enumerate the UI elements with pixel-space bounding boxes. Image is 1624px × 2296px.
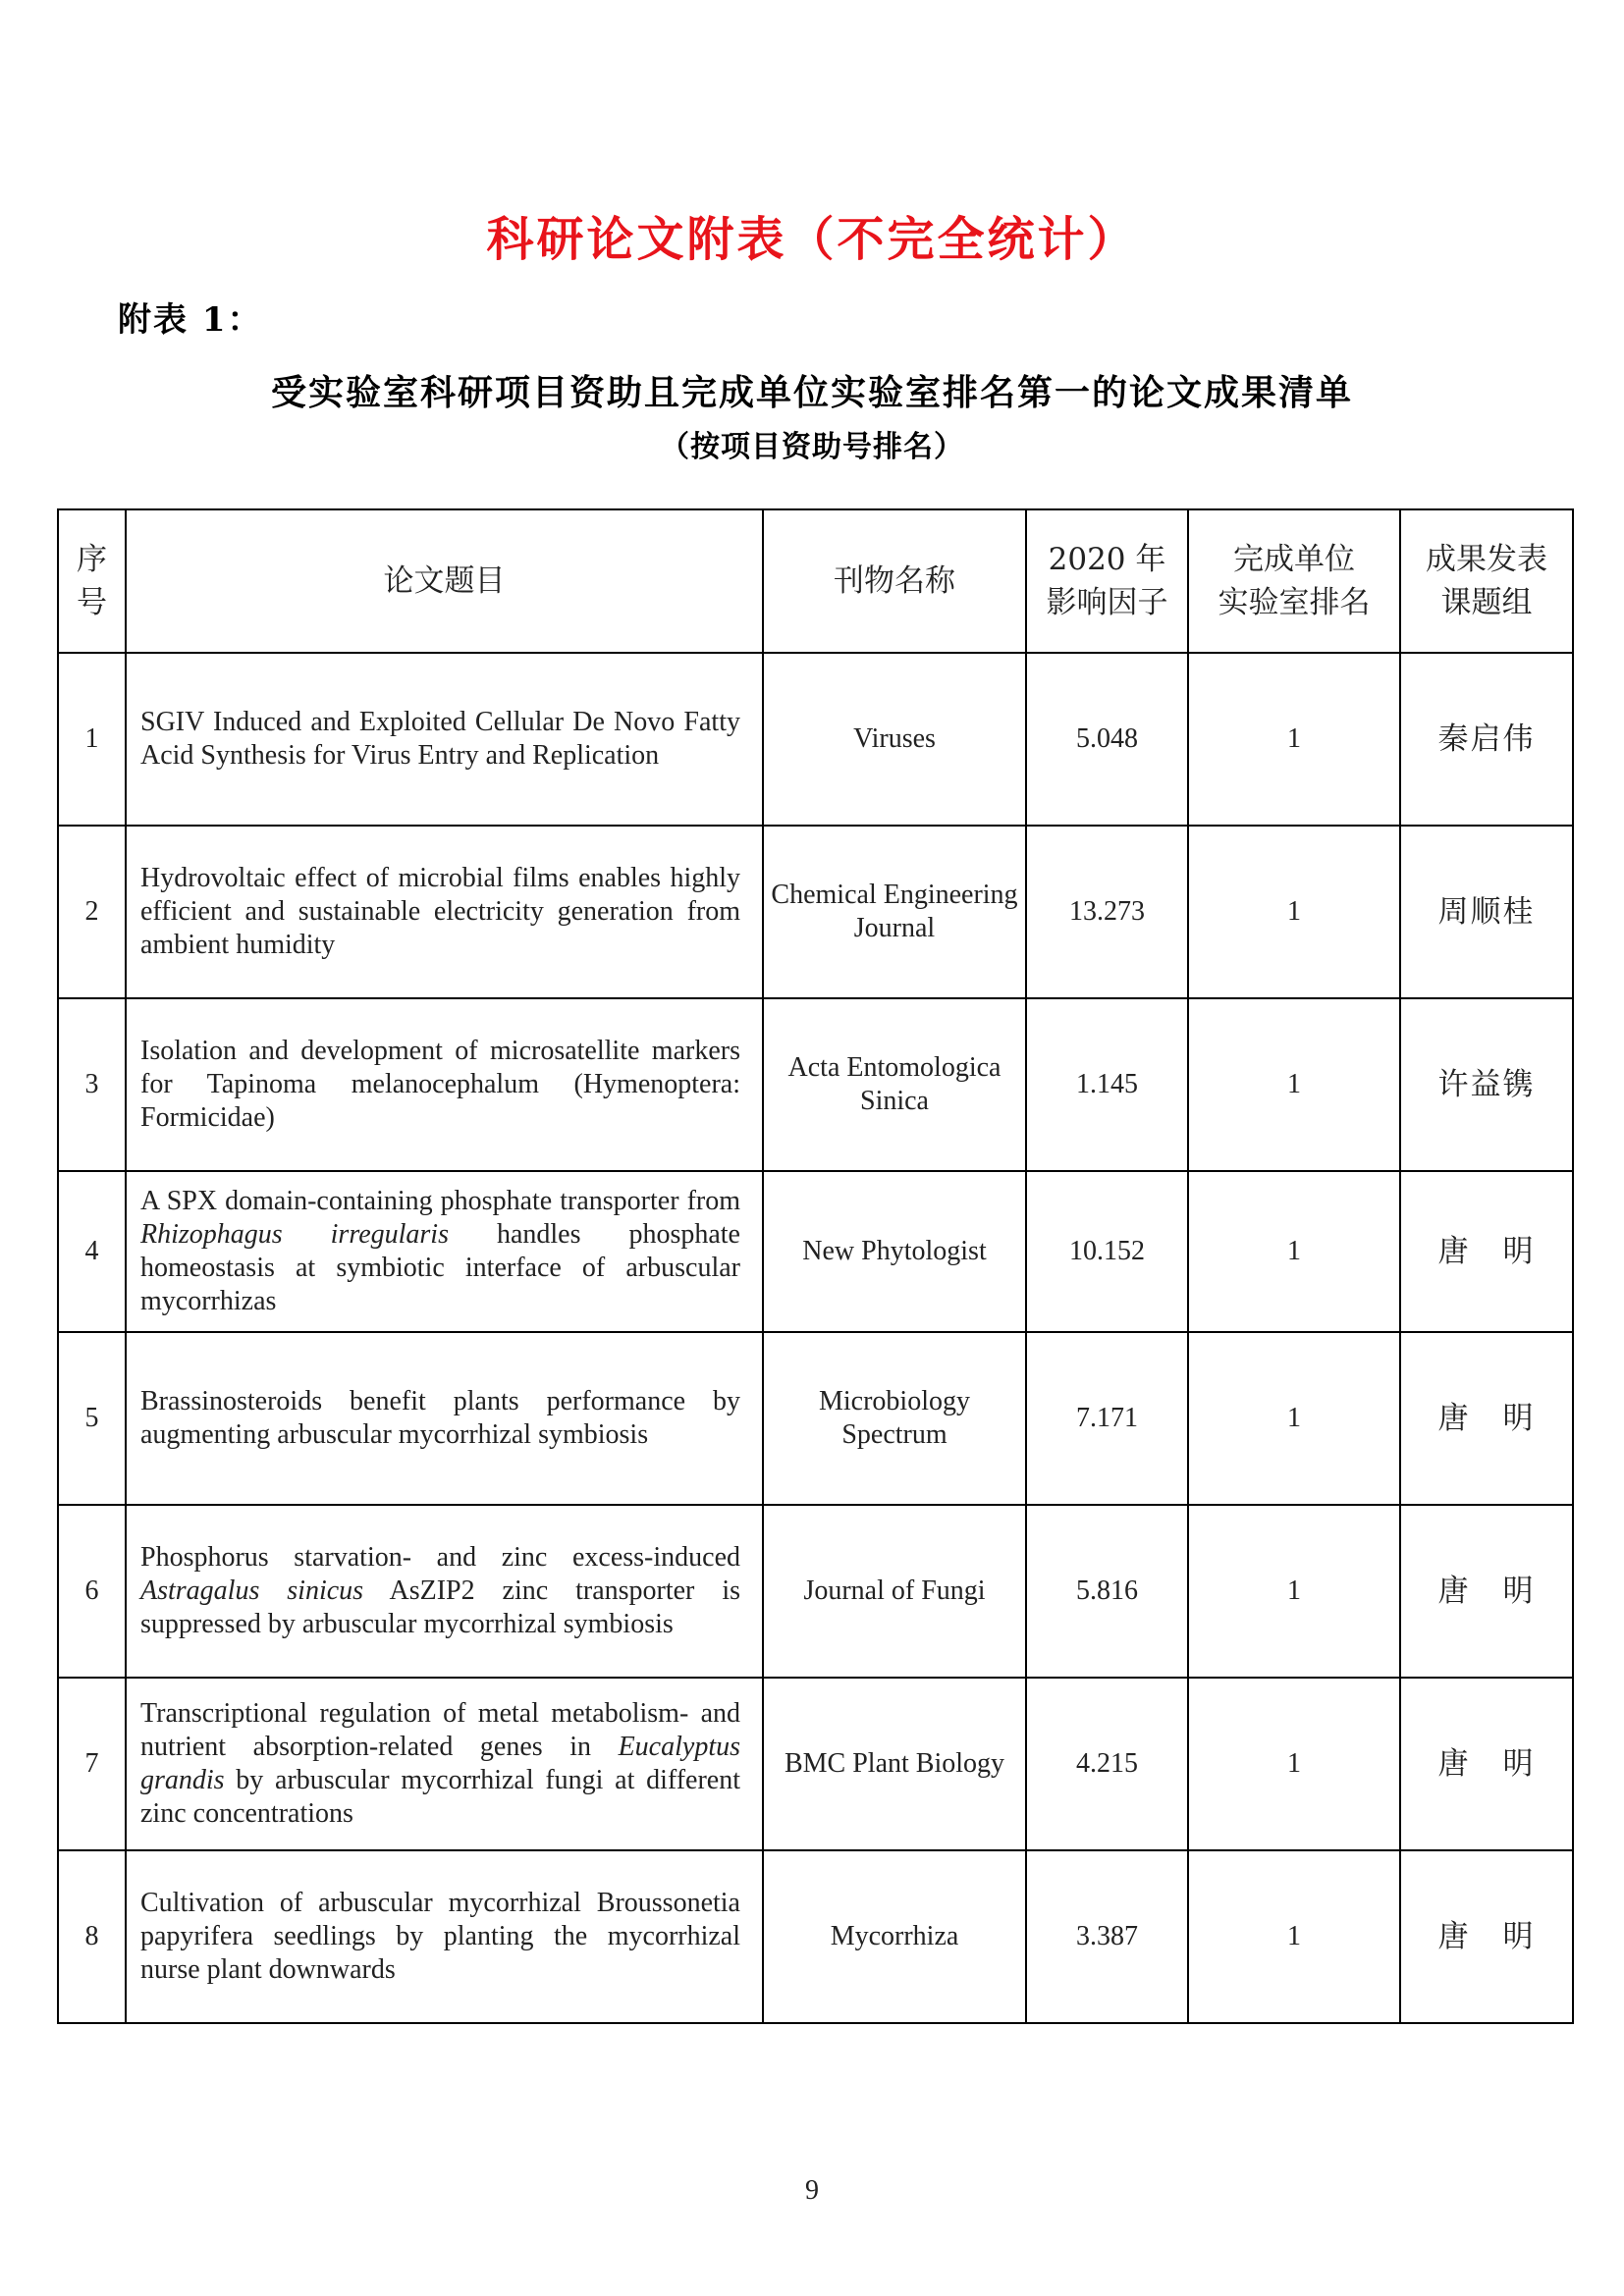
table-row xyxy=(58,653,1573,826)
cell-title: Hydrovoltaic effect of microbial films enables highly efficient and sustainable electricity generation from ambient humidity xyxy=(126,826,763,998)
header-group-line2: 课题组 xyxy=(1440,585,1533,620)
header-title: 论文题目 xyxy=(126,509,763,653)
table-row xyxy=(58,1332,1573,1505)
table-row xyxy=(58,1850,1573,2023)
table-row xyxy=(58,826,1573,998)
header-rank-line2: 实验室排名 xyxy=(1218,585,1371,620)
cell-rank: 1 xyxy=(1188,653,1400,826)
cell-group: 许益镌 xyxy=(1400,998,1573,1171)
species-name: Astragalus sinicus xyxy=(140,1575,364,1606)
cell-group: 唐 明 xyxy=(1400,1171,1573,1332)
header-impact xyxy=(1026,509,1188,653)
title-text: Transcriptional regulation of metal metabolism- and nutrient absorption-related genes in xyxy=(140,1698,740,1762)
document-main-title: 科研论文附表（不完全统计） xyxy=(486,212,1138,267)
cell-index: 5 xyxy=(58,1332,126,1505)
cell-index: 6 xyxy=(58,1505,126,1678)
cell-group: 唐 明 xyxy=(1400,1332,1573,1505)
table-row xyxy=(58,1505,1573,1678)
cell-title: SGIV Induced and Exploited Cellular De Novo Fatty Acid Synthesis for Virus Entry and Replication xyxy=(126,653,763,826)
cell-journal: Journal of Fungi xyxy=(763,1505,1026,1678)
title-text: by arbuscular mycorrhizal fungi at different zinc concentrations xyxy=(140,1765,740,1829)
header-rank xyxy=(1188,509,1400,653)
cell-title: Isolation and development of microsatellite markers for Tapinoma melanocephalum (Hymenoptera: Formicidae) xyxy=(126,998,763,1171)
header-journal: 刊物名称 xyxy=(763,509,1026,653)
list-subtitle: （按项目资助号排名） xyxy=(660,430,964,464)
header-index xyxy=(58,509,126,653)
cell-journal: Acta Entomologica Sinica xyxy=(763,998,1026,1171)
title-text: AsZIP2 zinc transporter is suppressed by arbuscular mycorrhizal symbiosis xyxy=(140,1575,740,1639)
cell-journal: Viruses xyxy=(763,653,1026,826)
appendix-label: 附表 1： xyxy=(118,300,263,340)
cell-index: 8 xyxy=(58,1850,126,2023)
species-name: Rhizophagus irregularis xyxy=(140,1219,449,1250)
papers-table xyxy=(57,508,1574,2024)
title-text: A SPX domain-containing phosphate transporter from xyxy=(140,1186,740,1216)
header-group xyxy=(1400,509,1573,653)
cell-impact: 5.816 xyxy=(1026,1505,1188,1678)
header-group-line1: 成果发表 xyxy=(1426,542,1547,577)
species-name: Eucalyptus grandis xyxy=(140,1732,740,1795)
table-row xyxy=(58,998,1573,1171)
cell-impact: 5.048 xyxy=(1026,653,1188,826)
page-number: 9 xyxy=(805,2175,819,2206)
cell-rank: 1 xyxy=(1188,1171,1400,1332)
cell-impact: 13.273 xyxy=(1026,826,1188,998)
cell-index: 7 xyxy=(58,1678,126,1850)
cell-rank: 1 xyxy=(1188,1332,1400,1505)
cell-impact: 7.171 xyxy=(1026,1332,1188,1505)
cell-impact: 4.215 xyxy=(1026,1678,1188,1850)
cell-rank: 1 xyxy=(1188,1505,1400,1678)
cell-journal: New Phytologist xyxy=(763,1171,1026,1332)
cell-journal: Chemical Engineering Journal xyxy=(763,826,1026,998)
list-title: 受实验室科研项目资助且完成单位实验室排名第一的论文成果清单 xyxy=(270,372,1353,413)
cell-title: Cultivation of arbuscular mycorrhizal Broussonetia papyrifera seedlings by planting the mycorrhizal nurse plant downwards xyxy=(126,1850,763,2023)
cell-impact: 1.145 xyxy=(1026,998,1188,1171)
cell-title: Brassinosteroids benefit plants performance by augmenting arbuscular mycorrhizal symbiosis xyxy=(126,1332,763,1505)
cell-index: 1 xyxy=(58,653,126,826)
header-impact-line2: 影响因子 xyxy=(1046,585,1168,620)
cell-title xyxy=(126,1678,763,1850)
cell-journal: Mycorrhiza xyxy=(763,1850,1026,2023)
cell-rank: 1 xyxy=(1188,998,1400,1171)
table-row xyxy=(58,1678,1573,1850)
cell-title xyxy=(126,1171,763,1332)
cell-rank: 1 xyxy=(1188,1678,1400,1850)
cell-group: 唐 明 xyxy=(1400,1678,1573,1850)
cell-rank: 1 xyxy=(1188,826,1400,998)
header-rank-line1: 完成单位 xyxy=(1233,542,1355,577)
cell-impact: 10.152 xyxy=(1026,1171,1188,1332)
cell-index: 4 xyxy=(58,1171,126,1332)
table-header-row xyxy=(58,509,1573,653)
cell-group: 唐 明 xyxy=(1400,1850,1573,2023)
cell-impact: 3.387 xyxy=(1026,1850,1188,2023)
header-index-line1: 序 xyxy=(77,542,107,577)
cell-rank: 1 xyxy=(1188,1850,1400,2023)
header-index-line2: 号 xyxy=(77,585,107,620)
cell-journal: Microbiology Spectrum xyxy=(763,1332,1026,1505)
title-text: handles phosphate homeostasis at symbiotic interface of arbuscular mycorrhizas xyxy=(140,1219,740,1316)
table-row xyxy=(58,1171,1573,1332)
cell-group: 秦启伟 xyxy=(1400,653,1573,826)
cell-index: 3 xyxy=(58,998,126,1171)
cell-index: 2 xyxy=(58,826,126,998)
cell-title xyxy=(126,1505,763,1678)
title-text: Phosphorus starvation- and zinc excess-induced xyxy=(140,1542,740,1573)
cell-group: 周顺桂 xyxy=(1400,826,1573,998)
cell-journal: BMC Plant Biology xyxy=(763,1678,1026,1850)
header-impact-line1: 2020 年 xyxy=(1048,542,1166,577)
cell-group: 唐 明 xyxy=(1400,1505,1573,1678)
